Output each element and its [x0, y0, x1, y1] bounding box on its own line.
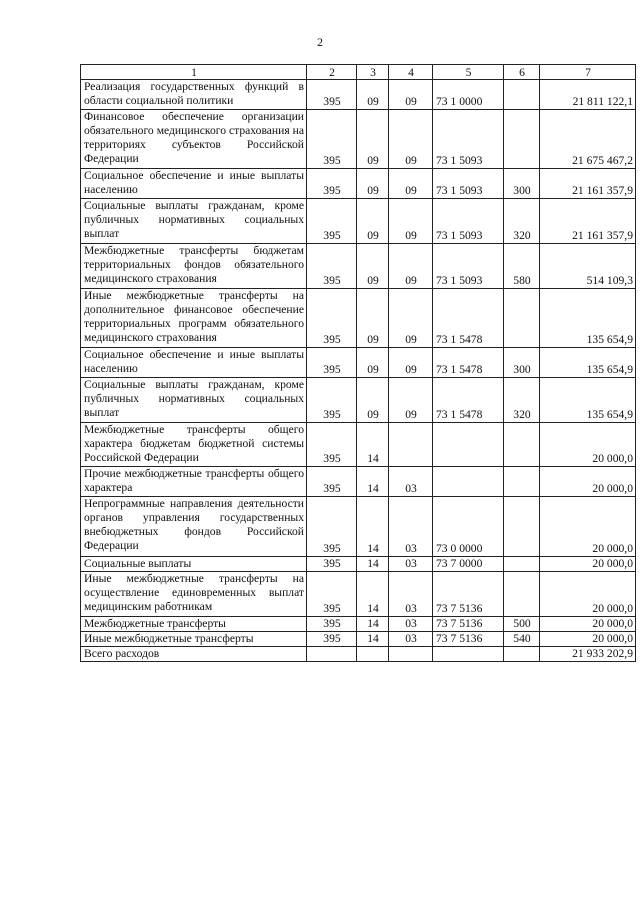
- row-section-cell: 09: [357, 378, 389, 423]
- row-section-cell: 09: [357, 289, 389, 348]
- row-name-cell: Межбюджетные трансферты: [81, 617, 307, 632]
- table-row: [81, 557, 636, 572]
- row-target-article-cell: 73 7 0000: [433, 557, 504, 572]
- row-amount-cell: 21 675 467,2: [540, 110, 636, 169]
- empty-cell: [357, 647, 389, 662]
- row-section-cell: 09: [357, 348, 389, 378]
- row-name-cell: Иные межбюджетные трансферты: [81, 632, 307, 647]
- row-name-cell: Прочие межбюджетные трансферты общего характера: [81, 467, 307, 497]
- table-row: [81, 110, 636, 169]
- header-col-1: 1: [81, 65, 307, 80]
- row-chapter-cell: 395: [307, 348, 357, 378]
- empty-cell: [389, 647, 433, 662]
- total-label: Всего расходов: [81, 647, 307, 662]
- row-expense-type-cell: [504, 572, 540, 617]
- row-subsection-cell: 09: [389, 289, 433, 348]
- row-section-cell: 14: [357, 572, 389, 617]
- row-subsection-cell: [389, 423, 433, 467]
- row-section-cell: 09: [357, 169, 389, 199]
- row-expense-type-cell: [504, 423, 540, 467]
- table-row: [81, 632, 636, 647]
- row-subsection-cell: 09: [389, 110, 433, 169]
- row-section-cell: 09: [357, 244, 389, 289]
- row-chapter-cell: 395: [307, 244, 357, 289]
- table-row: [81, 572, 636, 617]
- row-target-article-cell: 73 0 0000: [433, 497, 504, 557]
- row-subsection-cell: 09: [389, 199, 433, 244]
- row-expense-type-cell: [504, 80, 540, 110]
- row-expense-type-cell: [504, 289, 540, 348]
- table-row: [81, 497, 636, 557]
- row-chapter-cell: 395: [307, 169, 357, 199]
- row-chapter-cell: 395: [307, 632, 357, 647]
- row-expense-type-cell: 540: [504, 632, 540, 647]
- table-row: [81, 289, 636, 348]
- row-chapter-cell: 395: [307, 378, 357, 423]
- table-row: [81, 80, 636, 110]
- row-expense-type-cell: 320: [504, 378, 540, 423]
- header-col-6: 6: [504, 65, 540, 80]
- row-amount-cell: 21 161 357,9: [540, 199, 636, 244]
- row-subsection-cell: 09: [389, 80, 433, 110]
- row-section-cell: 09: [357, 80, 389, 110]
- row-target-article-cell: 73 1 5093: [433, 199, 504, 244]
- row-chapter-cell: 395: [307, 572, 357, 617]
- row-expense-type-cell: [504, 110, 540, 169]
- row-section-cell: 14: [357, 423, 389, 467]
- row-expense-type-cell: 300: [504, 348, 540, 378]
- row-name-cell: Финансовое обеспечение организации обязательного медицинского страхования на территориях субъектов Российской Федерации: [81, 110, 307, 169]
- table-row: [81, 378, 636, 423]
- row-name-cell: Социальные выплаты: [81, 557, 307, 572]
- row-amount-cell: 135 654,9: [540, 289, 636, 348]
- row-name-cell: Социальные выплаты гражданам, кроме публичных нормативных социальных выплат: [81, 199, 307, 244]
- row-subsection-cell: 09: [389, 244, 433, 289]
- row-chapter-cell: 395: [307, 80, 357, 110]
- row-amount-cell: 20 000,0: [540, 497, 636, 557]
- row-subsection-cell: 03: [389, 632, 433, 647]
- row-subsection-cell: 03: [389, 617, 433, 632]
- row-target-article-cell: 73 7 5136: [433, 572, 504, 617]
- header-row: [81, 65, 636, 80]
- row-section-cell: 09: [357, 110, 389, 169]
- row-subsection-cell: 09: [389, 378, 433, 423]
- row-amount-cell: 20 000,0: [540, 617, 636, 632]
- row-section-cell: 14: [357, 497, 389, 557]
- row-expense-type-cell: [504, 557, 540, 572]
- row-subsection-cell: 03: [389, 467, 433, 497]
- header-col-4: 4: [389, 65, 433, 80]
- table-row: [81, 348, 636, 378]
- table-row: [81, 169, 636, 199]
- row-target-article-cell: 73 7 5136: [433, 617, 504, 632]
- row-chapter-cell: 395: [307, 423, 357, 467]
- row-expense-type-cell: 500: [504, 617, 540, 632]
- header-col-2: 2: [307, 65, 357, 80]
- row-expense-type-cell: 320: [504, 199, 540, 244]
- row-name-cell: Социальное обеспечение и иные выплаты населению: [81, 169, 307, 199]
- row-section-cell: 14: [357, 557, 389, 572]
- row-section-cell: 14: [357, 632, 389, 647]
- page-number: 2: [317, 35, 323, 49]
- row-name-cell: Реализация государственных функций в области социальной политики: [81, 80, 307, 110]
- budget-table: [80, 64, 636, 662]
- row-target-article-cell: 73 7 5136: [433, 632, 504, 647]
- empty-cell: [433, 647, 504, 662]
- row-expense-type-cell: 580: [504, 244, 540, 289]
- row-chapter-cell: 395: [307, 557, 357, 572]
- row-subsection-cell: 03: [389, 497, 433, 557]
- row-amount-cell: 135 654,9: [540, 348, 636, 378]
- row-amount-cell: 514 109,3: [540, 244, 636, 289]
- row-subsection-cell: 03: [389, 572, 433, 617]
- row-target-article-cell: 73 1 5478: [433, 348, 504, 378]
- row-amount-cell: 20 000,0: [540, 423, 636, 467]
- row-chapter-cell: 395: [307, 617, 357, 632]
- table-row: [81, 617, 636, 632]
- row-target-article-cell: 73 1 5478: [433, 289, 504, 348]
- total-row: [81, 647, 636, 662]
- row-amount-cell: 21 161 357,9: [540, 169, 636, 199]
- header-col-5: 5: [433, 65, 504, 80]
- row-section-cell: 14: [357, 467, 389, 497]
- row-amount-cell: 135 654,9: [540, 378, 636, 423]
- row-target-article-cell: 73 1 5093: [433, 244, 504, 289]
- empty-cell: [504, 647, 540, 662]
- row-name-cell: Межбюджетные трансферты бюджетам территориальных фондов обязательного медицинского страхования: [81, 244, 307, 289]
- row-amount-cell: 21 811 122,1: [540, 80, 636, 110]
- row-name-cell: Социальные выплаты гражданам, кроме публичных нормативных социальных выплат: [81, 378, 307, 423]
- row-target-article-cell: 73 1 5093: [433, 110, 504, 169]
- row-subsection-cell: 09: [389, 348, 433, 378]
- empty-cell: [307, 647, 357, 662]
- row-chapter-cell: 395: [307, 467, 357, 497]
- row-amount-cell: 20 000,0: [540, 467, 636, 497]
- row-section-cell: 14: [357, 617, 389, 632]
- table-row: [81, 244, 636, 289]
- row-amount-cell: 20 000,0: [540, 632, 636, 647]
- row-amount-cell: 20 000,0: [540, 557, 636, 572]
- row-expense-type-cell: 300: [504, 169, 540, 199]
- table-body: [81, 80, 636, 662]
- row-target-article-cell: [433, 467, 504, 497]
- row-name-cell: Непрограммные направления деятельности органов управления государственных внебюджетных фондов Российской Федерации: [81, 497, 307, 557]
- row-amount-cell: 20 000,0: [540, 572, 636, 617]
- row-chapter-cell: 395: [307, 110, 357, 169]
- header-col-7: 7: [540, 65, 636, 80]
- row-expense-type-cell: [504, 467, 540, 497]
- row-name-cell: Социальное обеспечение и иные выплаты населению: [81, 348, 307, 378]
- row-subsection-cell: 09: [389, 169, 433, 199]
- row-name-cell: Иные межбюджетные трансферты на осуществление единовременных выплат медицинским работникам: [81, 572, 307, 617]
- row-subsection-cell: 03: [389, 557, 433, 572]
- row-target-article-cell: 73 1 5093: [433, 169, 504, 199]
- table-row: [81, 423, 636, 467]
- row-section-cell: 09: [357, 199, 389, 244]
- row-name-cell: Межбюджетные трансферты общего характера бюджетам бюджетной системы Российской Федерации: [81, 423, 307, 467]
- row-target-article-cell: 73 1 0000: [433, 80, 504, 110]
- row-chapter-cell: 395: [307, 199, 357, 244]
- header-col-3: 3: [357, 65, 389, 80]
- table-row: [81, 467, 636, 497]
- row-chapter-cell: 395: [307, 497, 357, 557]
- table-row: [81, 199, 636, 244]
- total-amount: 21 933 202,9: [540, 647, 636, 662]
- row-target-article-cell: [433, 423, 504, 467]
- row-name-cell: Иные межбюджетные трансферты на дополнительное финансовое обеспечение территориальных программ обязательного медицинского страхования: [81, 289, 307, 348]
- row-target-article-cell: 73 1 5478: [433, 378, 504, 423]
- row-expense-type-cell: [504, 497, 540, 557]
- row-chapter-cell: 395: [307, 289, 357, 348]
